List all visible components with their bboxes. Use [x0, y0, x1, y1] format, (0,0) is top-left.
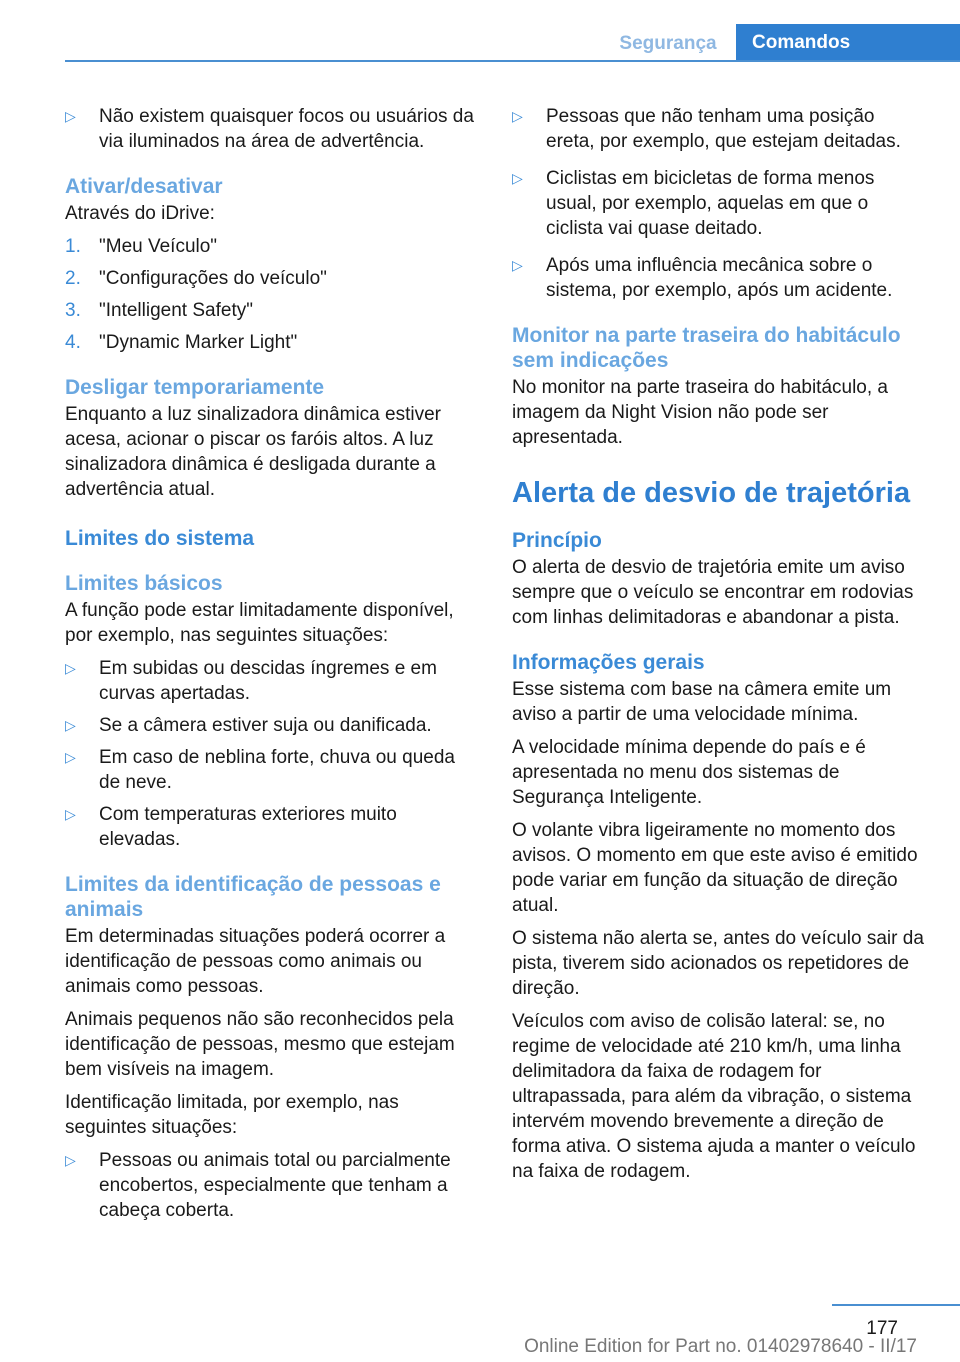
chapter-heading-alerta: Alerta de desvio de trajetória	[512, 477, 911, 509]
step-item: 3. "Intelligent Safety"	[65, 300, 253, 321]
triangle-bullet-icon: ▷	[512, 257, 523, 273]
section-heading-basicos: Limites básicos	[65, 572, 223, 595]
paragraph: Animais pequenos não são reconhecidos pela identificação de pessoas, mesmo que estejam bem visíveis na imagem.	[65, 1009, 455, 1080]
bullet-list	[512, 104, 924, 303]
bullet-list	[65, 656, 477, 852]
list-item: ▷ Se a câmera estiver suja ou danificada.	[65, 715, 432, 736]
triangle-bullet-icon: ▷	[65, 749, 76, 765]
paragraph: O alerta de desvio de trajetória emite um aviso sempre que o veículo se encontrar em rodovias com linhas delimitadoras e abandonar a pista.	[512, 557, 914, 628]
triangle-bullet-icon: ▷	[65, 806, 76, 822]
list-item: ▷ Pessoas que não tenham uma posição ereta, por exemplo, que estejam deitadas.	[512, 106, 901, 152]
page-number: 177	[866, 1318, 898, 1339]
step-item: 1. "Meu Veículo"	[65, 236, 218, 257]
section-heading-limites: Limites do sistema	[65, 527, 255, 550]
list-item: ▷ Em caso de neblina forte, chuva ou queda de neve.	[65, 747, 455, 793]
list-item: ▷ Em subidas ou descidas íngremes e em curvas apertadas.	[65, 658, 437, 704]
list-item: ▷ Após uma influência mecânica sobre o sistema, por exemplo, após um acidente.	[512, 255, 893, 301]
list-item: ▷ Pessoas ou animais total ou parcialmente encobertos, especialmente que tenham a cabeça coberta.	[65, 1150, 451, 1221]
triangle-bullet-icon: ▷	[65, 108, 76, 124]
left-column	[65, 104, 477, 1230]
tab-seguranca[interactable]: Segurança	[619, 33, 717, 54]
paragraph: O sistema não alerta se, antes do veículo sair da pista, tiverem sido acionados os repetidores de direção.	[512, 928, 924, 999]
edition-note: Online Edition for Part no. 01402978640 - II/17	[524, 1336, 917, 1357]
bullet-list	[65, 104, 477, 154]
section-heading-informacoes: Informações gerais	[512, 651, 705, 674]
paragraph: O volante vibra ligeiramente no momento dos avisos. O momento em que este aviso é emitido pode variar em função da situação de direção atual.	[512, 820, 918, 916]
bullet-list	[65, 1148, 477, 1223]
triangle-bullet-icon: ▷	[512, 170, 523, 186]
paragraph: A velocidade mínima depende do país e é apresentada no menu dos sistemas de Segurança Inteligente.	[512, 737, 866, 808]
tab-comandos[interactable]: Comandos	[736, 24, 960, 62]
triangle-bullet-icon: ▷	[65, 717, 76, 733]
paragraph: Esse sistema com base na câmera emite um aviso a partir de uma velocidade mínima.	[512, 679, 892, 725]
paragraph: Identificação limitada, por exemplo, nas seguintes situações:	[65, 1092, 399, 1138]
section-heading-identificacao: Limites da identificação de pessoas e animais	[65, 873, 441, 921]
section-heading-desligar: Desligar temporariamente	[65, 376, 325, 399]
paragraph: A função pode estar limitadamente disponível, por exemplo, nas seguintes situações:	[65, 600, 454, 646]
section-heading-principio: Princípio	[512, 529, 602, 552]
section-heading-ativar: Ativar/desativar	[65, 175, 223, 198]
paragraph: Em determinadas situações poderá ocorrer a identificação de pessoas como animais ou animais como pessoas.	[65, 926, 446, 997]
paragraph: Enquanto a luz sinalizadora dinâmica estiver acesa, acionar o piscar os faróis altos. A luz sinalizadora dinâmica é desligada durante a advertência atual.	[65, 404, 441, 500]
list-item: ▷ Ciclistas em bicicletas de forma menos usual, por exemplo, aquelas em que o ciclista vai quase deitado.	[512, 168, 875, 239]
footer-rule	[832, 1304, 960, 1306]
step-item: 4. "Dynamic Marker Light"	[65, 332, 298, 353]
paragraph: Através do iDrive:	[65, 203, 215, 224]
right-column	[512, 104, 924, 1192]
triangle-bullet-icon: ▷	[65, 660, 76, 676]
paragraph: Veículos com aviso de colisão lateral: se, no regime de velocidade até 210 km/h, uma linha delimitadora da faixa de rodagem for ultrapassada, para além da vibração, o sistema intervém movendo brevemente a direção de forma ativa. O sistema ajuda a manter o veículo na faixa de rodagem.	[512, 1011, 916, 1182]
steps-list	[65, 234, 477, 355]
header-rule	[65, 60, 960, 62]
paragraph: No monitor na parte traseira do habitáculo, a imagem da Night Vision não pode ser apresentada.	[512, 377, 888, 448]
step-item: 2. "Configurações do veículo"	[65, 268, 327, 289]
list-item: ▷ Com temperaturas exteriores muito elevadas.	[65, 804, 397, 850]
triangle-bullet-icon: ▷	[65, 1152, 76, 1168]
list-item: ▷ Não existem quaisquer focos ou usuários da via iluminados na área de advertência.	[65, 106, 474, 152]
triangle-bullet-icon: ▷	[512, 108, 523, 124]
section-heading-monitor: Monitor na parte traseira do habitáculo sem indicações	[512, 324, 901, 372]
